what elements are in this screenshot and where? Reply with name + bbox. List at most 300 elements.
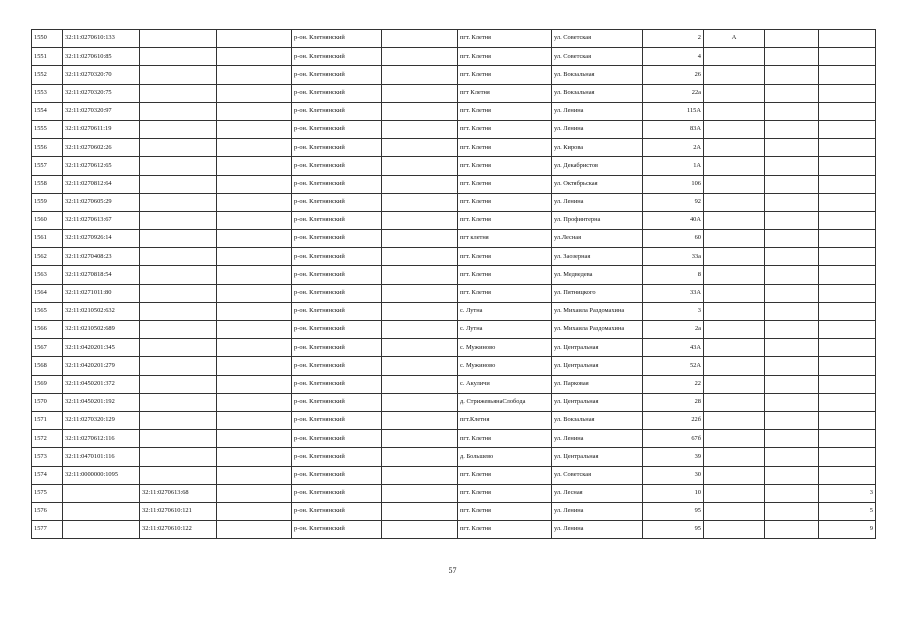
table-row [32,430,876,448]
cell-empty-3-cell [765,84,819,102]
cell-empty-3-cell [765,321,819,339]
cell-empty-2-cell [382,284,458,302]
cell-empty-3-cell [765,48,819,66]
cadastral-number-cell: 32:11:0270613:67 [63,211,140,229]
cell-empty-cell [217,484,292,502]
row-number-cell: 1576 [32,502,63,520]
settlement-cell: д. Большево [458,448,552,466]
table-row [32,484,876,502]
cell-empty-3-cell [765,139,819,157]
house-number-cell: 3 [643,302,704,320]
extra-value-cell [819,66,876,84]
extra-value-cell [819,266,876,284]
house-letter-cell [704,84,765,102]
row-number-cell: 1550 [32,30,63,48]
extra-value-cell [819,193,876,211]
street-cell: ул. Центральная [552,448,643,466]
district-cell: р-он. Клетнянский [292,484,382,502]
cadastral-number-2-cell [140,266,217,284]
cell-empty-2-cell [382,484,458,502]
extra-value-cell [819,230,876,248]
house-number-cell: 10 [643,484,704,502]
row-number-cell: 1575 [32,484,63,502]
district-cell: р-он. Клетнянский [292,66,382,84]
cell-empty-3-cell [765,466,819,484]
house-letter-cell [704,230,765,248]
cell-empty-2-cell [382,321,458,339]
cadastral-number-2-cell [140,248,217,266]
cadastral-number-2-cell [140,357,217,375]
cell-empty-2-cell [382,139,458,157]
row-number-cell: 1558 [32,175,63,193]
cell-empty-3-cell [765,484,819,502]
house-letter-cell [704,284,765,302]
table-row [32,266,876,284]
house-letter-cell [704,484,765,502]
cadastral-number-2-cell [140,321,217,339]
register-table [31,29,876,539]
cell-empty-3-cell [765,430,819,448]
cell-empty-2-cell [382,521,458,539]
row-number-cell: 1560 [32,211,63,229]
cadastral-number-cell: 32:11:0450201:372 [63,375,140,393]
district-cell: р-он. Клетнянский [292,321,382,339]
house-letter-cell [704,321,765,339]
settlement-cell: пгт. Клетня [458,484,552,502]
extra-value-cell [819,430,876,448]
cadastral-number-2-cell [140,48,217,66]
street-cell: ул.Лесная [552,230,643,248]
cadastral-number-cell: 32:11:0210502:632 [63,302,140,320]
cadastral-number-2-cell [140,339,217,357]
settlement-cell: пгт. Клетня [458,502,552,520]
street-cell: ул. Заозерная [552,248,643,266]
house-number-cell: 92 [643,193,704,211]
extra-value-cell: 5 [819,502,876,520]
cell-empty-cell [217,375,292,393]
district-cell: р-он. Клетнянский [292,339,382,357]
table-row [32,357,876,375]
cell-empty-3-cell [765,102,819,120]
house-number-cell: 26 [643,66,704,84]
settlement-cell: пгт. Клетня [458,102,552,120]
cell-empty-3-cell [765,448,819,466]
cell-empty-3-cell [765,248,819,266]
street-cell: ул. Ленина [552,102,643,120]
house-letter-cell [704,375,765,393]
cadastral-number-cell: 32:11:0270610:85 [63,48,140,66]
house-number-cell: 83А [643,120,704,138]
register-table-body [32,30,876,539]
table-row [32,521,876,539]
cell-empty-cell [217,139,292,157]
house-number-cell: 106 [643,175,704,193]
row-number-cell: 1568 [32,357,63,375]
row-number-cell: 1564 [32,284,63,302]
table-row [32,66,876,84]
table-row [32,466,876,484]
cadastral-number-2-cell: 32:11:0270610:122 [140,521,217,539]
house-letter-cell [704,193,765,211]
cadastral-number-2-cell [140,411,217,429]
house-letter-cell [704,248,765,266]
cadastral-number-2-cell [140,102,217,120]
district-cell: р-он. Клетнянский [292,430,382,448]
cadastral-number-cell: 32:11:0450201:192 [63,393,140,411]
street-cell: ул. Октябрьская [552,175,643,193]
table-row [32,248,876,266]
district-cell: р-он. Клетнянский [292,393,382,411]
page-number: 57 [448,566,457,575]
house-letter-cell [704,521,765,539]
cell-empty-cell [217,357,292,375]
cell-empty-cell [217,521,292,539]
district-cell: р-он. Клетнянский [292,120,382,138]
house-number-cell: 33А [643,284,704,302]
cadastral-number-cell [63,502,140,520]
row-number-cell: 1562 [32,248,63,266]
house-number-cell: 30 [643,466,704,484]
table-row [32,30,876,48]
row-number-cell: 1553 [32,84,63,102]
house-letter-cell [704,466,765,484]
cell-empty-cell [217,502,292,520]
cadastral-number-cell: 32:11:0270926:14 [63,230,140,248]
row-number-cell: 1573 [32,448,63,466]
extra-value-cell [819,393,876,411]
street-cell: ул. Ленина [552,521,643,539]
cell-empty-2-cell [382,211,458,229]
house-number-cell: 33а [643,248,704,266]
house-letter-cell [704,66,765,84]
row-number-cell: 1572 [32,430,63,448]
cell-empty-2-cell [382,502,458,520]
extra-value-cell [819,139,876,157]
district-cell: р-он. Клетнянский [292,411,382,429]
street-cell: ул. Пятницкого [552,284,643,302]
district-cell: р-он. Клетнянский [292,175,382,193]
house-number-cell: 95 [643,502,704,520]
house-number-cell: 60 [643,230,704,248]
cell-empty-cell [217,302,292,320]
cadastral-number-cell: 32:11:0270605:29 [63,193,140,211]
table-row [32,284,876,302]
cadastral-number-cell: 32:11:0270818:54 [63,266,140,284]
cell-empty-3-cell [765,302,819,320]
cell-empty-cell [217,193,292,211]
row-number-cell: 1556 [32,139,63,157]
district-cell: р-он. Клетнянский [292,302,382,320]
street-cell: ул. Ленина [552,430,643,448]
row-number-cell: 1561 [32,230,63,248]
house-number-cell: 28 [643,393,704,411]
cell-empty-3-cell [765,157,819,175]
table-row [32,211,876,229]
street-cell: ул. Ленина [552,502,643,520]
cadastral-number-cell: 32:11:0271011:80 [63,284,140,302]
cell-empty-cell [217,411,292,429]
settlement-cell: пгт. Клетня [458,139,552,157]
cadastral-number-cell: 32:11:0420201:279 [63,357,140,375]
row-number-cell: 1570 [32,393,63,411]
house-letter-cell [704,102,765,120]
extra-value-cell [819,157,876,175]
house-letter-cell [704,157,765,175]
district-cell: р-он. Клетнянский [292,30,382,48]
settlement-cell: с. Лутна [458,302,552,320]
house-number-cell: 43А [643,339,704,357]
district-cell: р-он. Клетнянский [292,448,382,466]
cell-empty-2-cell [382,266,458,284]
cell-empty-3-cell [765,230,819,248]
cell-empty-cell [217,266,292,284]
district-cell: р-он. Клетнянский [292,375,382,393]
cadastral-number-cell [63,521,140,539]
house-number-cell: 22 [643,375,704,393]
house-number-cell: 2а [643,321,704,339]
house-letter-cell [704,448,765,466]
table-row [32,375,876,393]
cell-empty-2-cell [382,193,458,211]
table-row [32,339,876,357]
table-row [32,321,876,339]
settlement-cell: с. Лутна [458,321,552,339]
cadastral-number-cell: 32:11:0270612:65 [63,157,140,175]
extra-value-cell [819,302,876,320]
settlement-cell: пгт. Клетня [458,175,552,193]
cadastral-number-cell: 32:11:0000000:1095 [63,466,140,484]
cell-empty-3-cell [765,284,819,302]
house-number-cell: 8 [643,266,704,284]
settlement-cell: пгт. Клетня [458,284,552,302]
cell-empty-cell [217,84,292,102]
cell-empty-2-cell [382,175,458,193]
house-letter-cell [704,48,765,66]
extra-value-cell [819,411,876,429]
cell-empty-cell [217,284,292,302]
cadastral-number-2-cell [140,30,217,48]
house-number-cell: 67б [643,430,704,448]
cadastral-number-2-cell [140,193,217,211]
extra-value-cell: 3 [819,484,876,502]
settlement-cell: пгт. Клетня [458,157,552,175]
house-letter-cell [704,266,765,284]
cadastral-number-cell: 32:11:0270408:23 [63,248,140,266]
row-number-cell: 1571 [32,411,63,429]
cadastral-number-cell: 32:11:0270320:70 [63,66,140,84]
house-letter-cell [704,211,765,229]
house-number-cell: 52А [643,357,704,375]
cadastral-number-2-cell [140,284,217,302]
cell-empty-2-cell [382,375,458,393]
extra-value-cell [819,102,876,120]
settlement-cell: пгт. Клетня [458,30,552,48]
settlement-cell: пгт Клетня [458,84,552,102]
table-row [32,448,876,466]
table-row [32,193,876,211]
cadastral-number-cell: 32:11:0270602:26 [63,139,140,157]
house-number-cell: 2 [643,30,704,48]
district-cell: р-он. Клетнянский [292,211,382,229]
district-cell: р-он. Клетнянский [292,102,382,120]
cell-empty-2-cell [382,48,458,66]
cell-empty-3-cell [765,339,819,357]
cell-empty-cell [217,211,292,229]
cell-empty-2-cell [382,411,458,429]
settlement-cell: пгт клетня [458,230,552,248]
district-cell: р-он. Клетнянский [292,139,382,157]
cell-empty-3-cell [765,411,819,429]
table-row [32,393,876,411]
extra-value-cell [819,339,876,357]
cadastral-number-2-cell [140,157,217,175]
cell-empty-cell [217,321,292,339]
cell-empty-3-cell [765,30,819,48]
row-number-cell: 1574 [32,466,63,484]
settlement-cell: пгт. Клетня [458,66,552,84]
cadastral-number-2-cell [140,375,217,393]
street-cell: ул. Михаила Раздомахина [552,302,643,320]
cadastral-number-2-cell: 32:11:0270613:68 [140,484,217,502]
cell-empty-2-cell [382,248,458,266]
street-cell: ул. Вокзальная [552,84,643,102]
cell-empty-3-cell [765,502,819,520]
settlement-cell: пгт. Клетня [458,466,552,484]
house-number-cell: 40А [643,211,704,229]
street-cell: ул. Ленина [552,120,643,138]
row-number-cell: 1563 [32,266,63,284]
street-cell: ул. Профинтерна [552,211,643,229]
table-row [32,139,876,157]
house-letter-cell: А [704,30,765,48]
settlement-cell: с. Мужиново [458,339,552,357]
cadastral-number-cell: 32:11:0270320:75 [63,84,140,102]
row-number-cell: 1569 [32,375,63,393]
extra-value-cell [819,84,876,102]
cell-empty-3-cell [765,521,819,539]
house-number-cell: 1А [643,157,704,175]
district-cell: р-он. Клетнянский [292,230,382,248]
cell-empty-3-cell [765,211,819,229]
cell-empty-cell [217,48,292,66]
extra-value-cell [819,321,876,339]
street-cell: ул. Медведева [552,266,643,284]
cadastral-number-2-cell [140,211,217,229]
cadastral-number-cell [63,484,140,502]
extra-value-cell [819,30,876,48]
district-cell: р-он. Клетнянский [292,48,382,66]
cadastral-number-2-cell [140,230,217,248]
cell-empty-3-cell [765,193,819,211]
cadastral-number-cell: 32:11:0270612:116 [63,430,140,448]
street-cell: ул. Лесная [552,484,643,502]
row-number-cell: 1559 [32,193,63,211]
cell-empty-2-cell [382,84,458,102]
cadastral-number-cell: 32:11:0270320:129 [63,411,140,429]
cadastral-number-cell: 32:11:0270611:19 [63,120,140,138]
cell-empty-2-cell [382,102,458,120]
house-letter-cell [704,502,765,520]
table-row [32,302,876,320]
district-cell: р-он. Клетнянский [292,521,382,539]
district-cell: р-он. Клетнянский [292,266,382,284]
cell-empty-2-cell [382,120,458,138]
cell-empty-3-cell [765,175,819,193]
district-cell: р-он. Клетнянский [292,284,382,302]
cell-empty-3-cell [765,120,819,138]
street-cell: ул. Вокзальная [552,411,643,429]
settlement-cell: пгт. Клетня [458,48,552,66]
cell-empty-cell [217,448,292,466]
cadastral-number-2-cell [140,175,217,193]
extra-value-cell [819,175,876,193]
row-number-cell: 1577 [32,521,63,539]
cell-empty-cell [217,466,292,484]
cadastral-number-2-cell [140,66,217,84]
settlement-cell: с. Мужиново [458,357,552,375]
cell-empty-3-cell [765,66,819,84]
extra-value-cell [819,284,876,302]
extra-value-cell [819,248,876,266]
cadastral-number-2-cell [140,393,217,411]
district-cell: р-он. Клетнянский [292,502,382,520]
cell-empty-3-cell [765,375,819,393]
cell-empty-cell [217,339,292,357]
cell-empty-2-cell [382,393,458,411]
table-row [32,48,876,66]
house-letter-cell [704,393,765,411]
cell-empty-2-cell [382,157,458,175]
table-row [32,157,876,175]
cadastral-number-cell: 32:11:0270320:97 [63,102,140,120]
cell-empty-2-cell [382,448,458,466]
cadastral-number-cell: 32:11:0210502:689 [63,321,140,339]
cell-empty-cell [217,157,292,175]
cadastral-number-cell: 32:11:0420201:345 [63,339,140,357]
house-letter-cell [704,302,765,320]
extra-value-cell [819,375,876,393]
house-letter-cell [704,357,765,375]
settlement-cell: пгт. Клетня [458,248,552,266]
street-cell: ул. Вокзальная [552,66,643,84]
cell-empty-cell [217,248,292,266]
street-cell: ул. Советская [552,466,643,484]
street-cell: ул. Центральная [552,339,643,357]
house-letter-cell [704,175,765,193]
row-number-cell: 1557 [32,157,63,175]
settlement-cell: пгт. Клетня [458,266,552,284]
house-number-cell: 95 [643,521,704,539]
street-cell: ул. Ленина [552,193,643,211]
district-cell: р-он. Клетнянский [292,84,382,102]
cadastral-number-2-cell [140,84,217,102]
settlement-cell: пгт.Клетня [458,411,552,429]
settlement-cell: пгт. Клетня [458,120,552,138]
extra-value-cell [819,357,876,375]
cadastral-number-2-cell [140,430,217,448]
house-letter-cell [704,411,765,429]
extra-value-cell [819,448,876,466]
cell-empty-3-cell [765,393,819,411]
settlement-cell: пгт. Клетня [458,521,552,539]
cadastral-number-2-cell [140,466,217,484]
street-cell: ул. Декабристов [552,157,643,175]
cell-empty-cell [217,120,292,138]
cell-empty-cell [217,66,292,84]
cell-empty-cell [217,102,292,120]
district-cell: р-он. Клетнянский [292,193,382,211]
cell-empty-2-cell [382,430,458,448]
